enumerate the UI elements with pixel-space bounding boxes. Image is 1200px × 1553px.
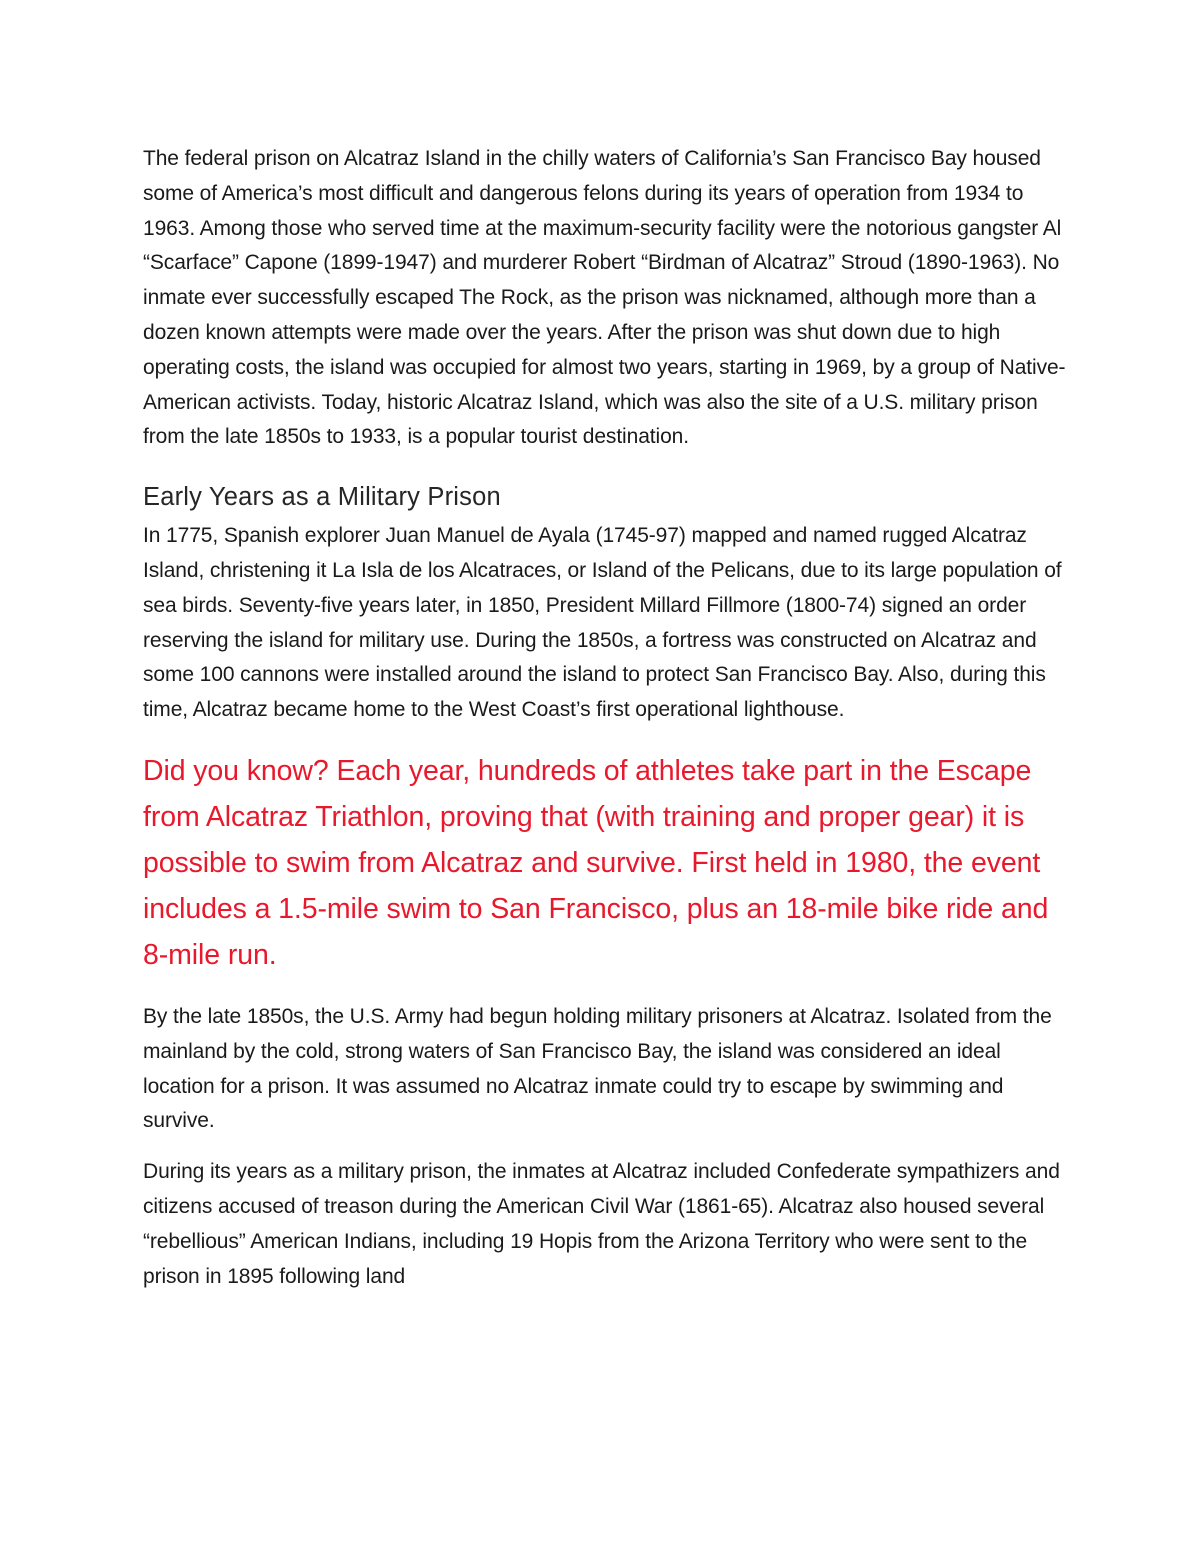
army-paragraph: By the late 1850s, the U.S. Army had begun holding military prisoners at Alcatraz. Isolated from the mainland by the cold, strong waters of San Francisco Bay, the island was considered an ideal location for a prison. It was assumed no Alcatraz inmate could try to escape by swimming and survive. — [143, 1004, 1052, 1133]
did-you-know-callout: Did you know? Each year, hundreds of athletes take part in the Escape from Alcatraz Triathlon, proving that (with training and proper gear) it is possible to swim from Alcatraz and survive. First held in 1980, the event includes a 1.5-mile swim to San Francisco, plus an 18-mile bike ride and 8-mile run. — [143, 754, 1049, 971]
military-years-paragraph: During its years as a military prison, the inmates at Alcatraz included Confederate sympathizers and citizens accused of treason during the American Civil War (1861-65). Alcatraz also housed several “rebellious” American Indians, including 19 Hopis from the Arizona Territory who were sent to the prison in 1895 following land — [143, 1160, 1060, 1288]
early-years-paragraph: In 1775, Spanish explorer Juan Manuel de Ayala (1745-97) mapped and named rugged Alcatraz Island, christening it La Isla de los Alcatraces, or Island of the Pelicans, due to its large population of sea birds. Seventy-five years later, in 1850, President Millard Fillmore (1800-74) signed an order reserving the island for military use. During the 1850s, a fortress was constructed on Alcatraz and some 100 cannons were installed around the island to protect San Francisco Bay. Also, during this time, Alcatraz became home to the West Coast’s first operational lighthouse. — [143, 524, 1062, 722]
intro-paragraph: The federal prison on Alcatraz Island in the chilly waters of California’s San Francisco Bay housed some of America’s most difficult and dangerous felons during its years of operation from 1934 to 1963. Among those who served time at the maximum-security facility were the notorious gangster Al “Scarface” Capone (1899-1947) and murderer Robert “Birdman of Alcatraz” Stroud (1890-1963). No inmate ever successfully escaped The Rock, as the prison was nicknamed, although more than a dozen known attempts were made over the years. After the prison was shut down due to high operating costs, the island was occupied for almost two years, starting in 1969, by a group of Native-American activists. Today, historic Alcatraz Island, which was also the site of a U.S. military prison from the late 1850s to 1933, is a popular tourist destination. — [143, 147, 1066, 449]
section-heading: Early Years as a Military Prison — [143, 483, 501, 512]
document-body — [143, 142, 1078, 1294]
